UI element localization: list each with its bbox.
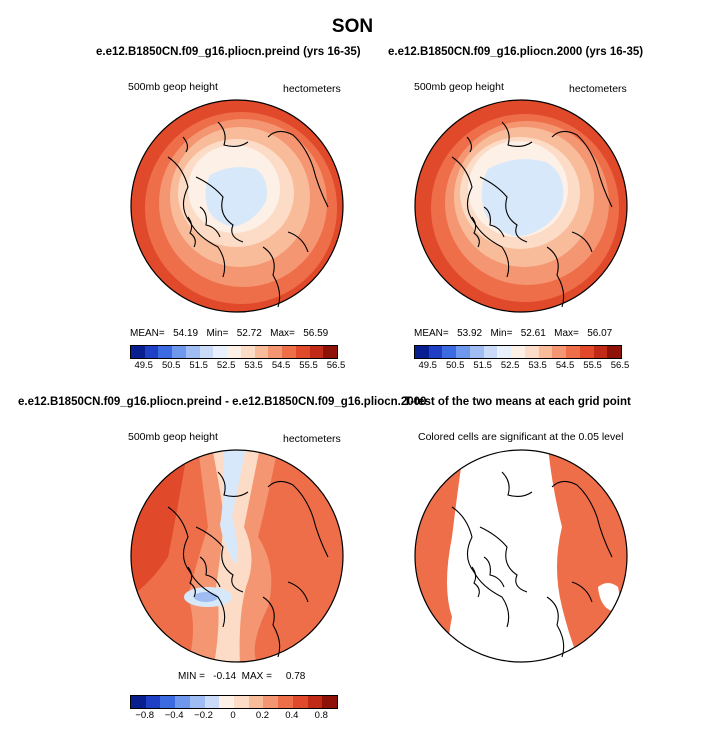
colorbar-tick-label: 0 [230,710,236,721]
colorbar-tick-label: 0.2 [255,710,270,721]
colorbar-tick-label: 50.5 [445,360,465,371]
colorbar-swatch [552,346,566,358]
colorbar-tick-label: 49.5 [418,360,437,371]
colorbar-swatch [160,696,175,708]
colorbar-swatch [263,696,278,708]
colorbar-tick-label: 54.5 [555,360,575,371]
colorbar-swatch [175,696,190,708]
colorbar-tick-label: 52.5 [216,360,236,371]
units-label: hectometers [569,83,627,95]
colorbar-tick-label: −0.4 [164,710,184,721]
stats-preind: MEAN= 54.19 Min= 52.72 Max= 56.59 [130,328,329,339]
colorbar-swatch [607,346,621,358]
colorbar-swatch [227,346,241,358]
polar-map-2000 [412,97,630,315]
stats-2000: MEAN= 53.92 Min= 52.61 Max= 56.07 [414,328,613,339]
colorbar-swatch [190,696,205,708]
colorbar-swatch [234,696,249,708]
colorbar-tick-label: 0.4 [285,710,299,721]
colorbar-swatch [146,696,161,708]
colorbar-tick-label: 50.5 [161,360,181,371]
variable-label: 500mb geop height [128,81,218,93]
colorbar-difference [130,695,338,709]
colorbar-swatch [308,696,323,708]
colorbar-preind [130,345,338,359]
panel-title-difference: e.e12.B1850CN.f09_g16.pliocn.preind - e.e12.B1850CN.f09_g16.pliocn.2000 [18,396,427,408]
colorbar-swatch [186,346,200,358]
polar-map-significance [412,447,630,665]
colorbar-swatch [131,696,146,708]
colorbar-swatch [255,346,269,358]
colorbar-tick-label: 51.5 [473,360,492,371]
colorbar-swatch [205,696,220,708]
colorbar-swatch [456,346,470,358]
colorbar-tick-label: 56.5 [326,360,346,371]
colorbar-swatch [470,346,484,358]
colorbar-swatch [158,346,172,358]
colorbar-swatch [429,346,443,358]
units-label: hectometers [283,83,341,95]
colorbar-swatch [442,346,456,358]
colorbar-tick-label: 53.5 [528,360,547,371]
colorbar-swatch [249,696,264,708]
panel-title-ttest: T-test of the two means at each grid point [404,396,631,408]
colorbar-tick-label: 49.5 [134,360,153,371]
polar-map-difference [128,447,346,665]
colorbar-swatch [282,346,296,358]
colorbar-tick-label: 53.5 [244,360,263,371]
colorbar-swatch [293,696,308,708]
colorbar-swatch [525,346,539,358]
colorbar-swatch [172,346,186,358]
panel-title-2000: e.e12.B1850CN.f09_g16.pliocn.2000 (yrs 16-35) [388,46,644,58]
colorbar-swatch [322,696,337,708]
colorbar-swatch [131,346,145,358]
colorbar-swatch [484,346,498,358]
units-label: hectometers [283,433,341,445]
colorbar-tick-label: 54.5 [271,360,291,371]
colorbar-tick-label: 55.5 [299,360,318,371]
colorbar-swatch [241,346,255,358]
variable-label: 500mb geop height [414,81,504,93]
panel-title-preind: e.e12.B1850CN.f09_g16.pliocn.preind (yrs 16-35) [96,46,361,58]
colorbar-swatch [145,346,159,358]
colorbar-swatch [323,346,337,358]
stats-difference: MIN = -0.14 MAX = 0.78 [178,671,306,682]
colorbar-tick-label: 51.5 [189,360,208,371]
colorbar-swatch [566,346,580,358]
colorbar-swatch [278,696,293,708]
colorbar-swatch [415,346,429,358]
colorbar-swatch [497,346,511,358]
colorbar-tick-label: 55.5 [583,360,602,371]
colorbar-tick-label: −0.8 [135,710,155,721]
colorbar-swatch [594,346,608,358]
colorbar-2000 [414,345,622,359]
colorbar-swatch [511,346,525,358]
significance-note: Colored cells are significant at the 0.05 level [418,431,624,443]
colorbar-swatch [213,346,227,358]
colorbar-tick-label: 0.8 [314,710,328,721]
colorbar-swatch [219,696,234,708]
polar-map-preind [128,97,346,315]
main-title: SON [331,16,374,37]
colorbar-swatch [580,346,594,358]
colorbar-swatch [310,346,324,358]
colorbar-tick-label: −0.2 [194,710,213,721]
variable-label: 500mb geop height [128,431,218,443]
colorbar-swatch [200,346,214,358]
colorbar-tick-label: 52.5 [500,360,520,371]
colorbar-tick-label: 56.5 [610,360,630,371]
colorbar-swatch [296,346,310,358]
colorbar-swatch [539,346,553,358]
colorbar-swatch [268,346,282,358]
